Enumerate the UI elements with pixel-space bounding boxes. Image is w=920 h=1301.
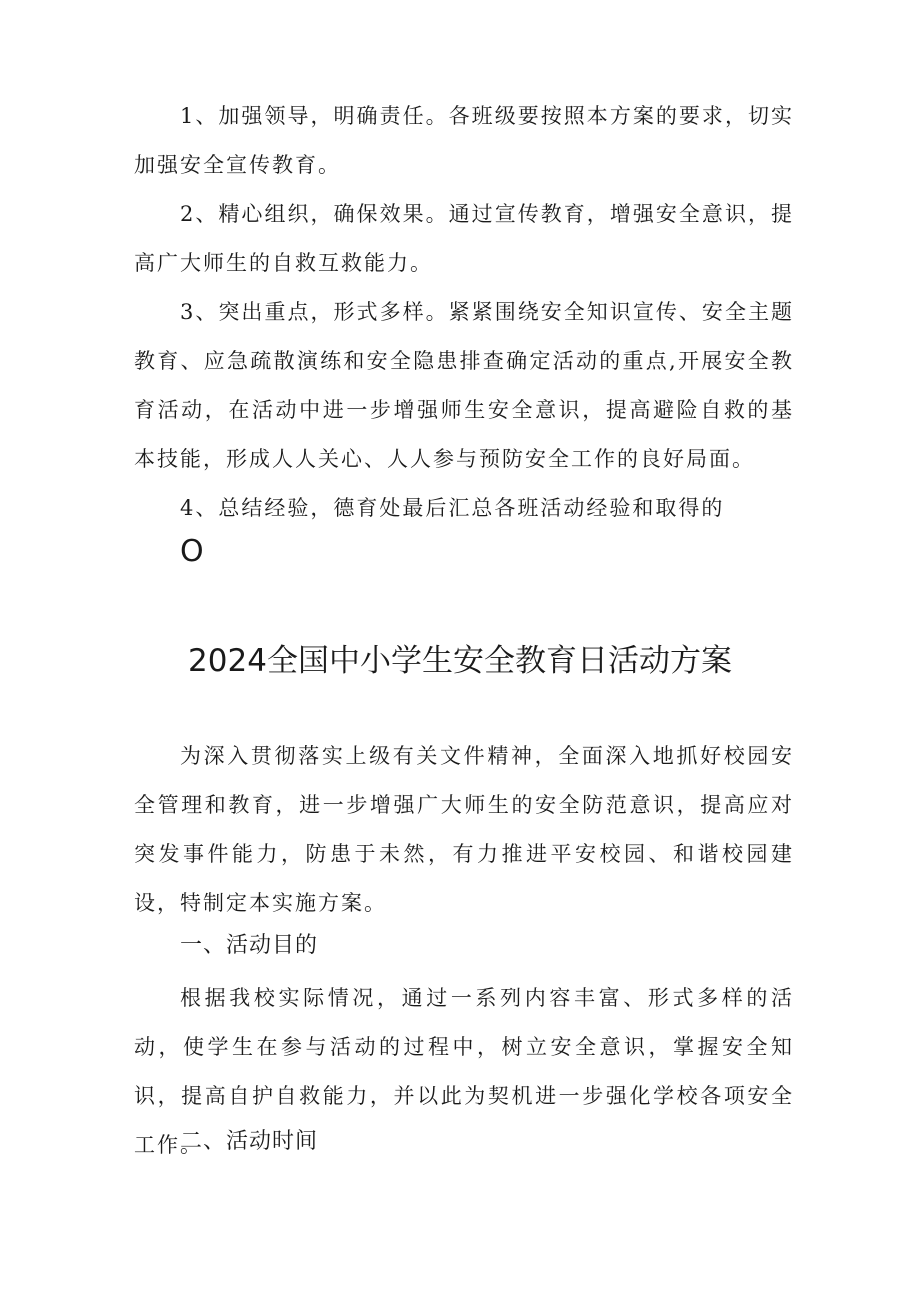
section-heading-time: 二、活动时间 xyxy=(180,1129,319,1154)
section-body-purpose: 根据我校实际情况，通过一系列内容丰富、形式多样的活动，使学生在参与活动的过程中，树立安全意识，掌握安全知识，提高自护自救能力，并以此为契机进一步强化学校各项安全工作。 xyxy=(134,986,794,1157)
measure-item-2: 2、精心组织，确保效果。通过宣传教育，增强安全意识，提高广大师生的自救互救能力。 xyxy=(134,202,794,275)
intro-paragraph: 为深入贯彻落实上级有关文件精神，全面深入地抓好校园安全管理和教育，进一步增强广大师生的安全防范意识，提高应对突发事件能力，防患于未然，有力推进平安校园、和谐校园建设，特制定本实施方案。 xyxy=(134,744,794,915)
stray-mark: O xyxy=(180,534,204,569)
measure-item-1: 1、加强领导，明确责任。各班级要按照本方案的要求，切实加强安全宣传教育。 xyxy=(134,104,794,177)
document-title: 2024全国中小学生安全教育日活动方案 xyxy=(188,643,732,679)
measure-item-4: 4、总结经验，德育处最后汇总各班活动经验和取得的 xyxy=(180,496,725,520)
measure-item-3: 3、突出重点，形式多样。紧紧围绕安全知识宣传、安全主题教育、应急疏散演练和安全隐患排查确定活动的重点,开展安全教育活动，在活动中进一步增强师生安全意识，提高避险自救的基本技能，形成人人关心、人人参与预防安全工作的良好局面。 xyxy=(134,300,794,471)
section-heading-purpose: 一、活动目的 xyxy=(180,933,319,958)
